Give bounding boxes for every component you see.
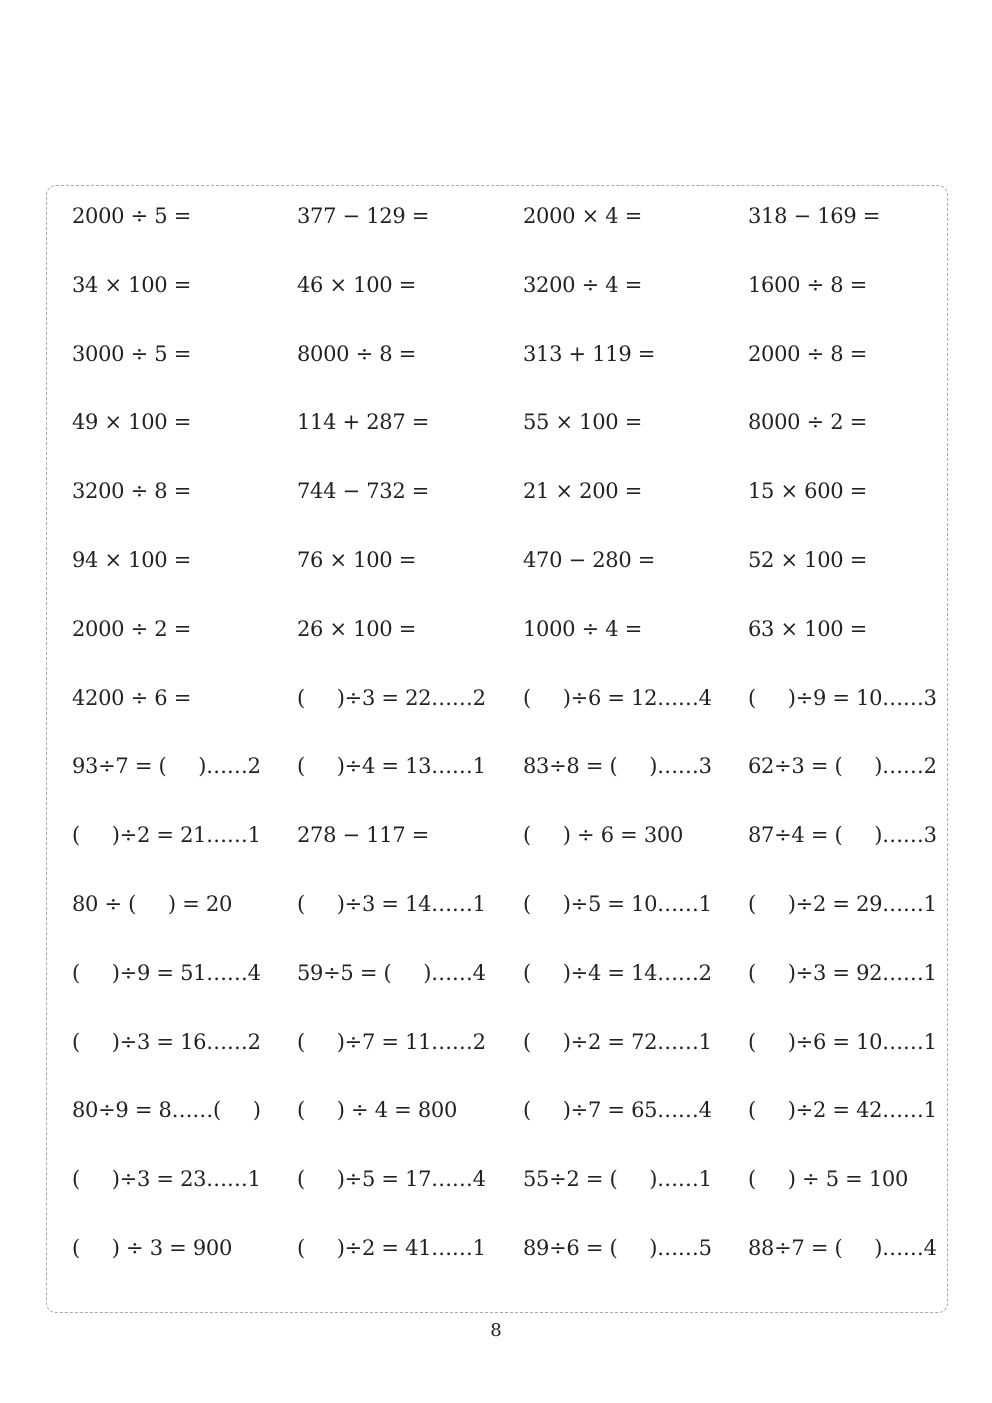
math-problem: 8000 ÷ 2 = <box>748 410 868 435</box>
math-problem: ( )÷3 = 16……2 <box>72 1029 261 1054</box>
math-problem: 87÷4 = ( )……3 <box>748 823 937 848</box>
page-number: 8 <box>490 1320 502 1341</box>
math-problem: 470 − 280 = <box>523 548 656 572</box>
math-problem: ( )÷2 = 42……1 <box>748 1098 937 1123</box>
problem-row <box>72 889 952 919</box>
math-problem: ( )÷5 = 17……4 <box>297 1167 486 1192</box>
math-problem: ( )÷6 = 10……1 <box>748 1029 937 1054</box>
math-problem: 80 ÷ ( ) = 20 <box>72 892 232 916</box>
problem-row <box>72 1233 952 1263</box>
math-problem: 93÷7 = ( )……2 <box>72 754 261 779</box>
math-problem: 1000 ÷ 4 = <box>523 616 643 641</box>
problem-row <box>72 614 952 644</box>
math-problem: 52 × 100 = <box>748 548 868 572</box>
problem-row <box>72 339 952 369</box>
math-problem: 2000 ÷ 8 = <box>748 341 868 366</box>
problem-row <box>72 545 952 575</box>
math-problem: 8000 ÷ 8 = <box>297 341 417 366</box>
math-problem: 34 × 100 = <box>72 272 192 297</box>
math-problem: 114 + 287 = <box>297 410 430 435</box>
problem-row <box>72 476 952 506</box>
math-problem: ( )÷7 = 65……4 <box>523 1098 712 1123</box>
problem-row <box>72 1095 952 1125</box>
math-problem: 1600 ÷ 8 = <box>748 272 868 297</box>
math-problem: 76 × 100 = <box>297 548 417 572</box>
math-problem: 2000 ÷ 2 = <box>72 616 192 641</box>
math-problem: ( )÷6 = 12……4 <box>523 685 712 710</box>
math-problem: 313 + 119 = <box>523 341 656 366</box>
math-problem: 80÷9 = 8……( ) <box>72 1098 261 1123</box>
problem-row <box>72 683 952 713</box>
math-problem: ( )÷3 = 22……2 <box>297 685 486 710</box>
math-problem: 83÷8 = ( )……3 <box>523 754 712 779</box>
math-problem: 15 × 600 = <box>748 479 868 504</box>
math-problem: ( )÷2 = 21……1 <box>72 823 261 848</box>
math-problem: 744 − 732 = <box>297 479 430 504</box>
math-problem: 3000 ÷ 5 = <box>72 341 192 366</box>
math-problem: 46 × 100 = <box>297 272 417 297</box>
math-problem: ( )÷3 = 23……1 <box>72 1167 261 1192</box>
math-problem: ( )÷2 = 41……1 <box>297 1236 486 1260</box>
problem-row <box>72 820 952 850</box>
math-problem: 3200 ÷ 8 = <box>72 479 192 504</box>
problem-row <box>72 407 952 437</box>
math-problem: ( )÷2 = 72……1 <box>523 1029 712 1054</box>
math-problem: 59÷5 = ( )……4 <box>297 960 486 985</box>
math-problem: 2000 ÷ 5 = <box>72 204 192 228</box>
math-problem: 26 × 100 = <box>297 616 417 641</box>
math-problem: ( )÷7 = 11……2 <box>297 1029 486 1054</box>
math-problem: 62÷3 = ( )……2 <box>748 754 937 779</box>
math-problem: 2000 × 4 = <box>523 204 643 228</box>
math-problem: 63 × 100 = <box>748 616 868 641</box>
math-problem: 49 × 100 = <box>72 410 192 435</box>
problem-row <box>72 958 952 988</box>
math-problem: ( )÷9 = 51……4 <box>72 960 261 985</box>
problem-row <box>72 751 952 781</box>
problem-row <box>72 201 952 231</box>
math-problem: 88÷7 = ( )……4 <box>748 1236 937 1260</box>
math-problem: ( ) ÷ 6 = 300 <box>523 823 683 848</box>
math-problem: 318 − 169 = <box>748 204 881 228</box>
math-problem: 55÷2 = ( )……1 <box>523 1167 712 1192</box>
math-problem: 21 × 200 = <box>523 479 643 504</box>
math-problem: ( )÷4 = 13……1 <box>297 754 486 779</box>
math-problem: 89÷6 = ( )……5 <box>523 1236 712 1260</box>
math-problem: 377 − 129 = <box>297 204 430 228</box>
math-problem: ( )÷9 = 10……3 <box>748 685 937 710</box>
math-problem: ( )÷3 = 14……1 <box>297 892 486 916</box>
math-problem: ( ) ÷ 4 = 800 <box>297 1098 457 1123</box>
math-problem: ( )÷5 = 10……1 <box>523 892 712 916</box>
math-problem: 4200 ÷ 6 = <box>72 685 192 710</box>
math-problem: 3200 ÷ 4 = <box>523 272 643 297</box>
math-problem: ( ) ÷ 3 = 900 <box>72 1236 232 1260</box>
math-problem: ( )÷2 = 29……1 <box>748 892 937 916</box>
math-problem: ( )÷4 = 14……2 <box>523 960 712 985</box>
problem-row <box>72 270 952 300</box>
problem-row <box>72 1164 952 1194</box>
problem-row <box>72 1027 952 1057</box>
math-problem: ( ) ÷ 5 = 100 <box>748 1167 908 1192</box>
math-problem: 55 × 100 = <box>523 410 643 435</box>
math-problem: ( )÷3 = 92……1 <box>748 960 937 985</box>
math-problem: 278 − 117 = <box>297 823 430 848</box>
math-problem: 94 × 100 = <box>72 548 192 572</box>
